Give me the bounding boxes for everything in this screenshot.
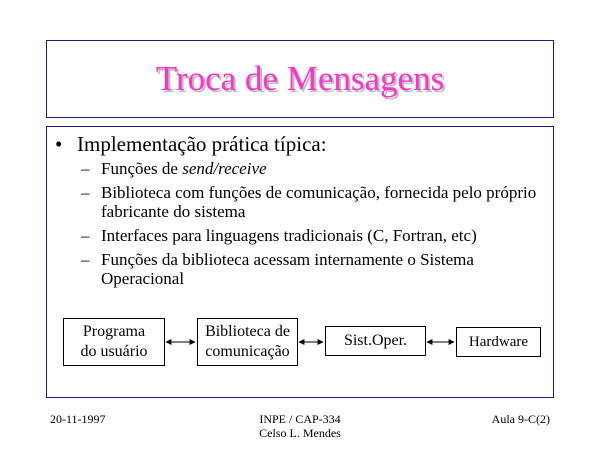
- sub-bullet-text: Interfaces para linguagens tradicionais (C, Fortran, etc): [101, 226, 477, 245]
- hardware-label: Hardware: [468, 334, 529, 350]
- slide-title: Troca de Mensagens: [155, 59, 445, 98]
- os-box: [325, 326, 426, 356]
- dash-icon: –: [81, 183, 90, 202]
- sub-bullet-text: Funções da biblioteca acessam internamente o Sistema Operacional: [101, 250, 474, 288]
- footer-lecture: Aula 9-C(2): [491, 412, 550, 426]
- program-label-2: do usuário: [80, 343, 148, 360]
- library-box: [197, 318, 298, 366]
- library-label-2: comunicação: [205, 343, 290, 360]
- hardware-box: [456, 327, 541, 357]
- program-box: [63, 318, 165, 366]
- dash-icon: –: [81, 226, 90, 245]
- footer-date: 20-11-1997: [50, 412, 106, 426]
- footer-course: [200, 412, 400, 440]
- footer-course-text: INPE / CAP-334: [259, 412, 341, 426]
- sub-bullet-text: Funções de: [101, 159, 183, 178]
- dash-icon: –: [81, 250, 90, 269]
- dash-icon: –: [81, 159, 90, 178]
- library-label-1: Biblioteca de: [205, 323, 290, 340]
- title-box: [46, 40, 554, 118]
- footer-author: Celso L. Mendes: [259, 426, 341, 440]
- bullet-dot-icon: •: [55, 132, 63, 156]
- main-bullet-text: Implementação prática típica:: [77, 132, 327, 156]
- sub-bullet-emphasis: send/receive: [182, 159, 267, 178]
- content-box: [46, 126, 554, 398]
- sub-bullet-text: Biblioteca com funções de comunicação, fornecida pelo próprio fabricante do sistema: [101, 183, 537, 221]
- os-label: Sist.Oper.: [343, 332, 408, 349]
- program-label-1: Programa: [82, 323, 146, 340]
